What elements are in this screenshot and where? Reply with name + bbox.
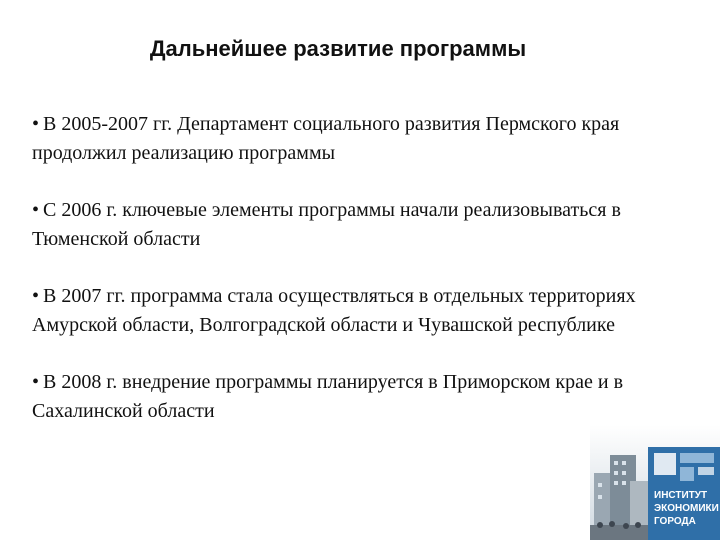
bullet-text: В 2008 г. внедрение программы планируется в Приморском крае и в Сахалинской области (32, 371, 624, 422)
bullet-marker: • (32, 371, 40, 393)
bullet-item (32, 368, 662, 426)
logo-line: ГОРОДА (654, 516, 696, 527)
logo-line: ЭКОНОМИКИ (654, 503, 719, 514)
bullet-marker: • (32, 113, 40, 135)
bullet-list (32, 110, 662, 454)
bullet-text: С 2006 г. ключевые элементы программы начали реализовываться в Тюменской области (32, 199, 621, 250)
bullet-text: В 2005-2007 гг. Департамент социального развития Пермского края продолжил реализацию программы (32, 113, 620, 164)
bullet-text: В 2007 гг. программа стала осуществляться в отдельных территориях Амурской области, Волгоградской области и Чувашской республике (32, 285, 636, 336)
bullet-marker: • (32, 199, 40, 221)
bullet-item (32, 110, 662, 168)
bullet-marker: • (32, 285, 40, 307)
slide-title: Дальнейшее развитие программы (149, 36, 527, 61)
logo-line: ИНСТИТУТ (654, 490, 708, 501)
bullet-item (32, 282, 662, 340)
institute-logo-image (590, 425, 720, 540)
bullet-item (32, 196, 662, 254)
city-collage-graphic (590, 425, 720, 540)
